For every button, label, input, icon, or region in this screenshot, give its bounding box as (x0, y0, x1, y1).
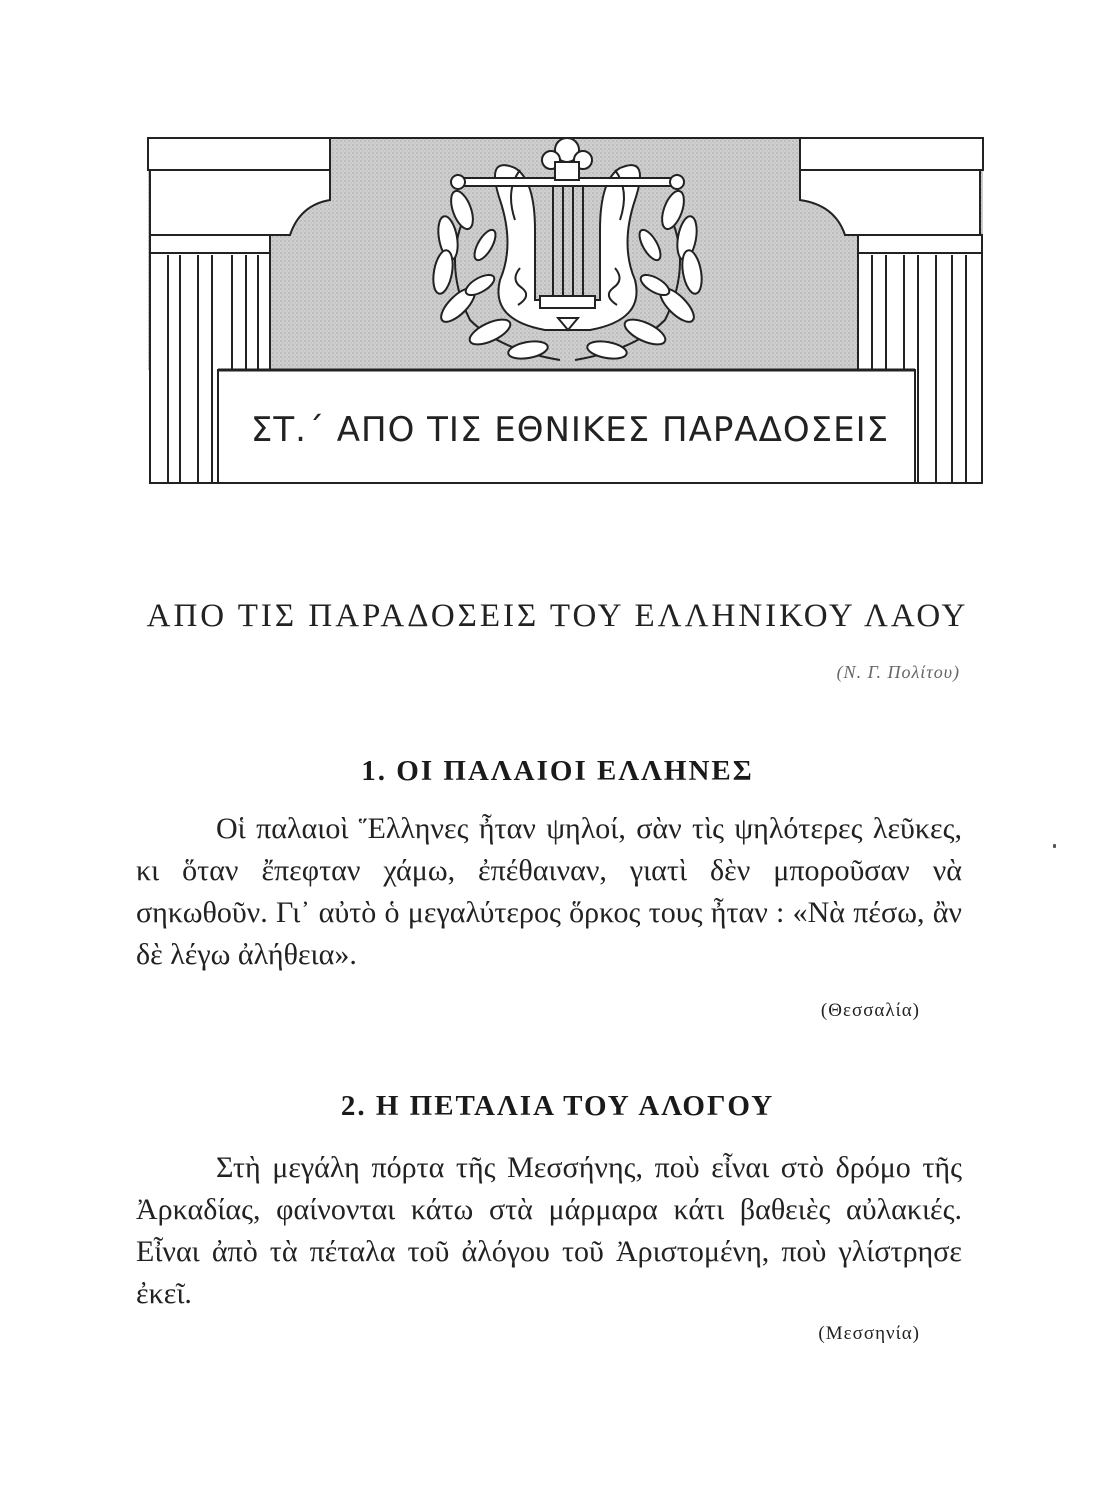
region-label-2: (Μεσσηνία) (818, 1323, 920, 1344)
section-title-1: 1. ΟΙ ΠΑΛΑΙΟΙ ΕΛΛΗΝΕΣ (361, 755, 754, 787)
section-title-2: 2. Η ΠΕΤΑΛΙΑ ΤΟΥ ΑΛΟΓΟΥ (340, 1090, 775, 1122)
section-text-1: Οἱ παλαιοὶ Ἕλληνες ἦταν ψηλοί, σὰν τὶς ψηλότερες λεῦκες, κι ὅταν ἔπεφταν χάμω, ἐπέθαιναν, γιατὶ δὲν μποροῦσαν νὰ σηκωθοῦν. Γι᾽ αὐτὸ ὁ μεγαλύτερος ὅρκος τους ἦταν : «Νὰ πέσω, ἂν δὲ λέγω ἀλήθεια». (136, 812, 962, 971)
region-label-1: (Θεσσαλία) (820, 1000, 920, 1021)
section-text-2: Στὴ μεγάλη πόρτα τῆς Μεσσήνης, ποὺ εἶναι στὸ δρόμο τῆς Ἀρκαδίας, φαίνονται κάτω στὰ μάρμαρα κάτι βαθειὲς αὐλακιές. Εἶναι ἀπὸ τὰ πέταλα τοῦ ἀλόγου τοῦ Ἀριστομένη, ποὺ γλίστρησε ἐκεῖ. (136, 1151, 962, 1310)
chapter-heading: ΣΤ.΄ ΑΠΟ ΤΙΣ ΕΘΝΙΚΕΣ ΠΑΡΑΔΟΣΕΙΣ (250, 410, 890, 450)
author-credit: (Ν. Γ. Πολίτου) (836, 662, 960, 682)
print-speck (1053, 844, 1056, 848)
page-title: ΑΠΟ ΤΙΣ ΠΑΡΑΔΟΣΕΙΣ ΤΟΥ ΕΛΛΗΝΙΚΟΥ ΛΑΟΥ (146, 598, 969, 634)
